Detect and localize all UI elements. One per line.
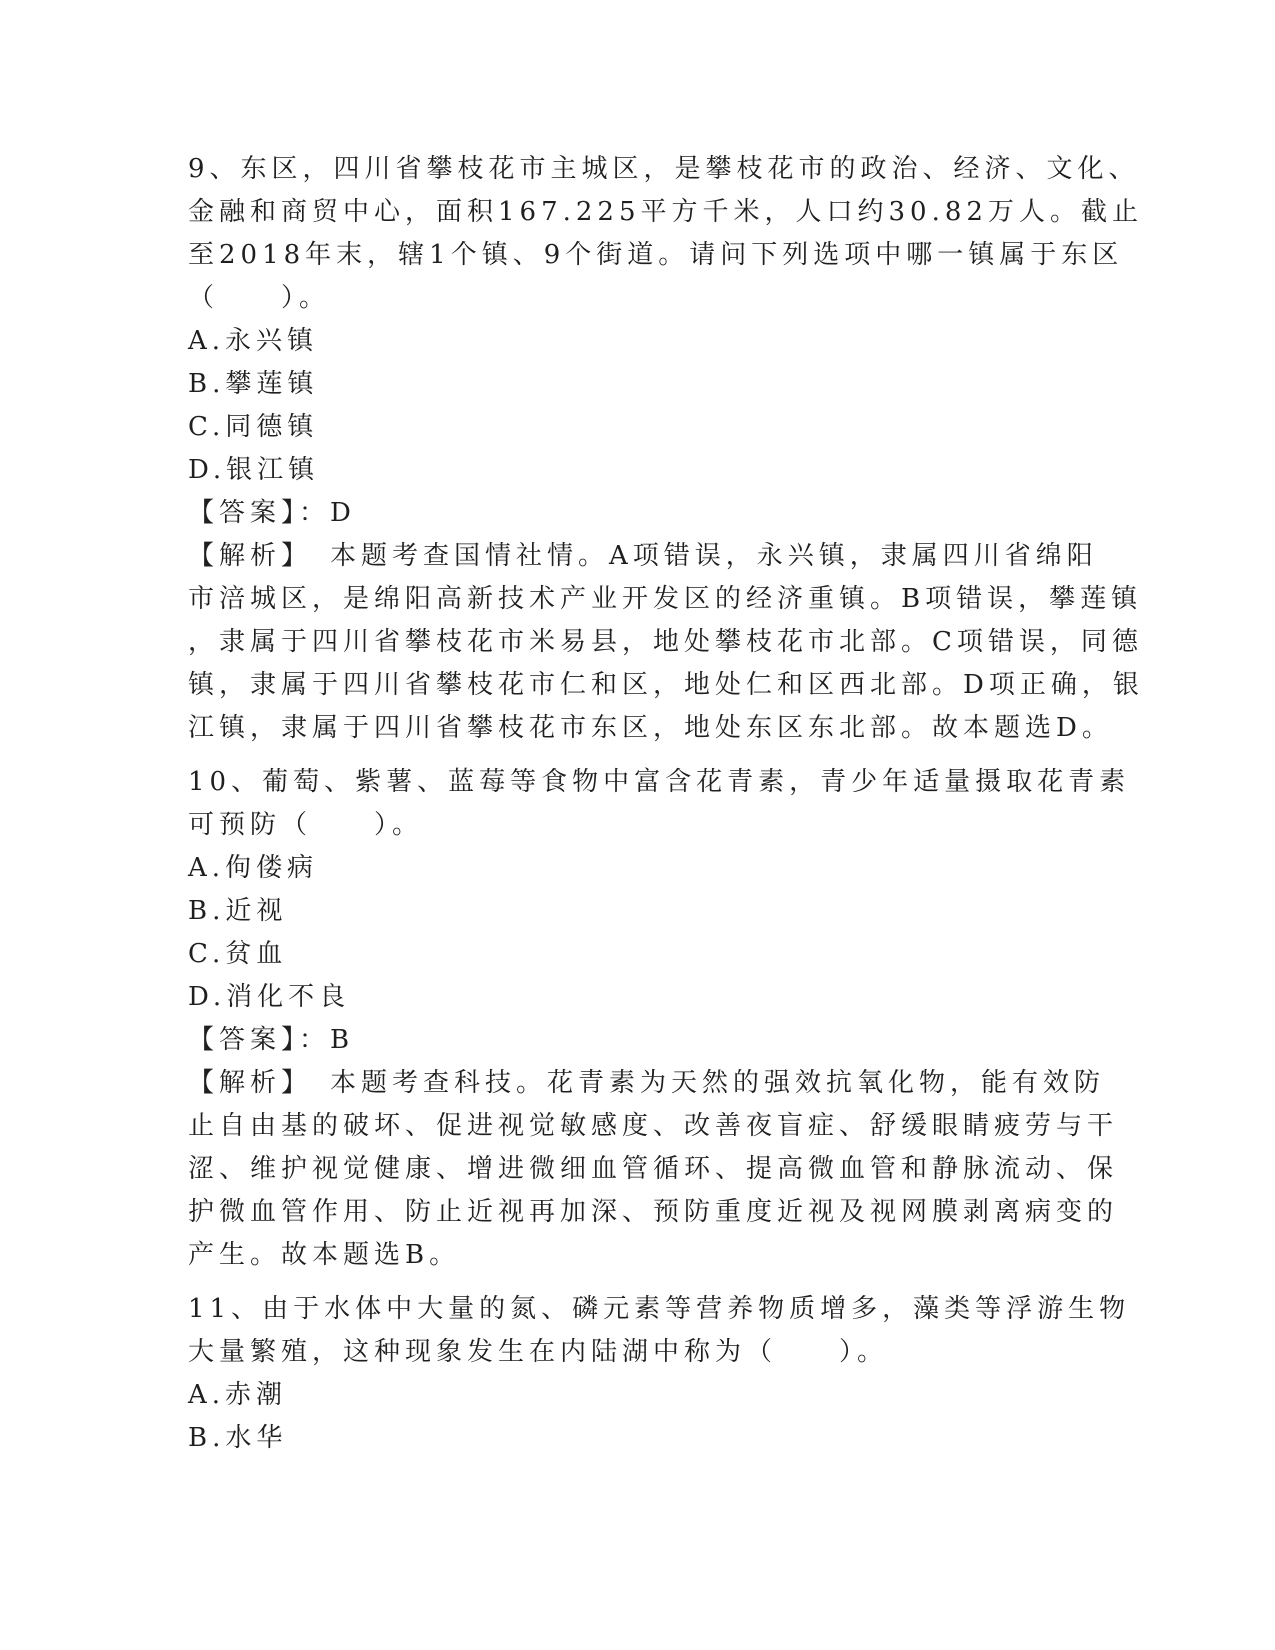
question-stem-line: （ ）。: [188, 283, 331, 313]
analysis-line: 【解析】 本题考查科技。花青素为天然的强效抗氧化物，能有效防: [188, 1068, 1106, 1098]
analysis-line: 江镇，隶属于四川省攀枝花市东区，地处东区东北部。故本题选D。: [188, 713, 1113, 743]
question-stem-line: 可预防（ ）。: [188, 810, 424, 840]
question-10: [188, 761, 1131, 1277]
analysis-line: 【解析】 本题考查国情社情。A项错误，永兴镇，隶属四川省绵阳: [188, 541, 1098, 571]
question-stem-line: 大量繁殖，这种现象发生在内陆湖中称为（ ）。: [188, 1337, 889, 1367]
question-stem-line: 11、由于水体中大量的氮、磷元素等营养物质增多，藻类等浮游生物: [188, 1294, 1131, 1324]
question-spacer: [188, 750, 1088, 761]
option-a: A.赤潮: [188, 1380, 288, 1410]
option-c: C.同德镇: [188, 412, 319, 442]
answer-line: 【答案】：B: [188, 1025, 355, 1055]
option-c: C.贫血: [188, 939, 288, 969]
question-stem-line: 10、葡萄、紫薯、蓝莓等食物中富含花青素，青少年适量摄取花青素: [188, 767, 1131, 797]
option-b: B.近视: [188, 896, 288, 926]
option-d: D.银江镇: [188, 455, 320, 485]
option-d: D.消化不良: [188, 982, 351, 1012]
question-stem-line: 金融和商贸中心，面积167.225平方千米，人口约30.82万人。截止: [188, 197, 1143, 227]
analysis-line: 涩、维护视觉健康、增进微细血管循环、提高微血管和静脉流动、保: [188, 1154, 1119, 1184]
analysis-line: ，隶属于四川省攀枝花市米易县，地处攀枝花市北部。C项错误，同德: [188, 627, 1143, 657]
question-9: [188, 148, 1144, 750]
option-a: A.佝偻病: [188, 853, 319, 883]
document-page: [188, 148, 1144, 1460]
analysis-line: 镇，隶属于四川省攀枝花市仁和区，地处仁和区西北部。D项正确，银: [188, 670, 1144, 700]
question-11: [188, 1288, 1131, 1460]
analysis-line: 产生。故本题选B。: [188, 1240, 461, 1270]
question-stem-line: 至2018年末，辖1个镇、9个街道。请问下列选项中哪一镇属于东区: [188, 240, 1124, 270]
option-b: B.攀莲镇: [188, 369, 319, 399]
analysis-line: 护微血管作用、防止近视再加深、预防重度近视及视网膜剥离病变的: [188, 1197, 1119, 1227]
option-a: A.永兴镇: [188, 326, 319, 356]
option-b: B.水华: [188, 1423, 288, 1453]
analysis-line: 市涪城区，是绵阳高新技术产业开发区的经济重镇。B项错误，攀莲镇: [188, 584, 1143, 614]
analysis-line: 止自由基的破坏、促进视觉敏感度、改善夜盲症、舒缓眼睛疲劳与干: [188, 1111, 1119, 1141]
question-stem-line: 9、东区，四川省攀枝花市主城区，是攀枝花市的政治、经济、文化、: [188, 154, 1140, 184]
answer-line: 【答案】：D: [188, 498, 356, 528]
question-spacer: [188, 1277, 1088, 1288]
